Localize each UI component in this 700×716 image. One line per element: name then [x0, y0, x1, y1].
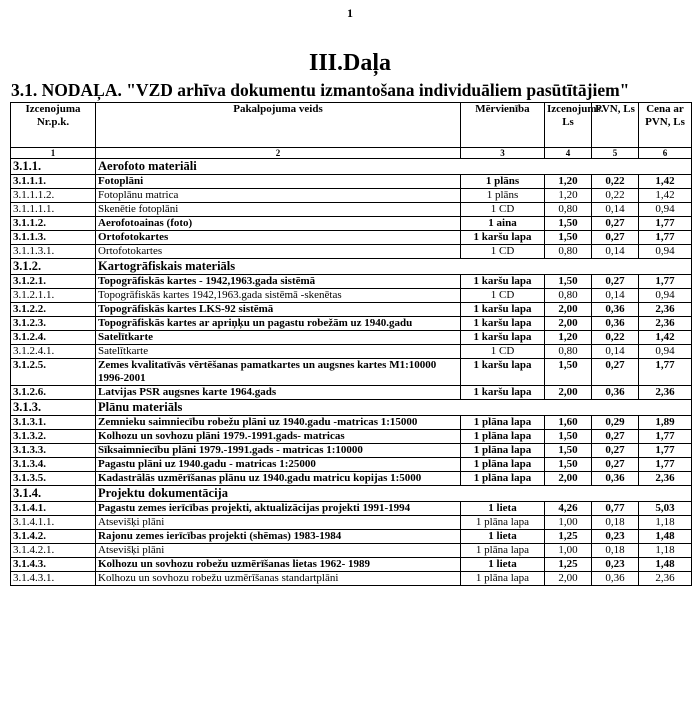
column-number: 6 [639, 148, 692, 159]
table-row [11, 331, 692, 345]
column-number: 1 [11, 148, 96, 159]
row-number: 3.1.3.1. [11, 416, 96, 430]
vat-cell: 0,27 [592, 231, 639, 245]
service-name: Atsevišķi plāni [96, 516, 461, 530]
vat-cell: 0,27 [592, 217, 639, 231]
row-number: 3.1.3. [11, 400, 96, 416]
vat-cell: 0,36 [592, 472, 639, 486]
service-name: Pagastu plāni uz 1940.gadu - matricas 1:25000 [96, 458, 461, 472]
unit-cell: 1 plāns [461, 175, 545, 189]
total-cell: 2,36 [639, 317, 692, 331]
section-row [11, 259, 692, 275]
row-number: 3.1.2.4. [11, 331, 96, 345]
section-row [11, 400, 692, 416]
header-total: Cena ar PVN, Ls [639, 103, 692, 148]
table-row [11, 502, 692, 516]
price-table [10, 102, 692, 586]
row-number: 3.1.2.2. [11, 303, 96, 317]
unit-cell: 1 plāna lapa [461, 430, 545, 444]
service-name: Zemnieku saimniecību robežu plāni uz 1940.gadu -matricas 1:15000 [96, 416, 461, 430]
row-number: 3.1.4.2.1. [11, 544, 96, 558]
table-row [11, 386, 692, 400]
total-cell: 2,36 [639, 386, 692, 400]
service-name: Pagastu zemes ierīcības projekti, aktualizācijas projekti 1991-1994 [96, 502, 461, 516]
unit-cell: 1 plāns [461, 189, 545, 203]
price-cell: 1,50 [545, 359, 592, 386]
column-number: 3 [461, 148, 545, 159]
price-cell: 2,00 [545, 386, 592, 400]
vat-cell: 0,36 [592, 303, 639, 317]
vat-cell: 0,14 [592, 245, 639, 259]
unit-cell: 1 plāna lapa [461, 444, 545, 458]
service-name: Kolhozu un sovhozu robežu uzmērīšanas standartplāni [96, 572, 461, 586]
table-body [11, 159, 692, 586]
service-name: Kolhozu un sovhozu robežu uzmērīšanas lietas 1962- 1989 [96, 558, 461, 572]
service-name: Ortofotokartes [96, 245, 461, 259]
row-number: 3.1.1.3.1. [11, 245, 96, 259]
service-name: Aerofotoainas (foto) [96, 217, 461, 231]
total-cell: 1,48 [639, 530, 692, 544]
service-name: Satelītkarte [96, 331, 461, 345]
total-cell: 1,77 [639, 217, 692, 231]
table-row [11, 458, 692, 472]
table-row [11, 430, 692, 444]
row-number: 3.1.3.4. [11, 458, 96, 472]
total-cell: 1,77 [639, 430, 692, 444]
price-cell: 0,80 [545, 245, 592, 259]
section-title: 3.1. NODAĻA. "VZD arhīva dokumentu izmantošana individuāliem pasūtītājiem" [11, 80, 630, 100]
table-row [11, 444, 692, 458]
table-row [11, 359, 692, 386]
total-cell: 2,36 [639, 303, 692, 317]
total-cell: 2,36 [639, 572, 692, 586]
header-vat: PVN, Ls [592, 103, 639, 148]
vat-cell: 0,23 [592, 558, 639, 572]
row-number: 3.1.1.1. [11, 175, 96, 189]
total-cell: 0,94 [639, 345, 692, 359]
table-row [11, 416, 692, 430]
unit-cell: 1 karšu lapa [461, 331, 545, 345]
row-number: 3.1.2.1.1. [11, 289, 96, 303]
row-number: 3.1.1.1.1. [11, 203, 96, 217]
unit-cell: 1 plāna lapa [461, 516, 545, 530]
table-row [11, 572, 692, 586]
total-cell: 1,42 [639, 331, 692, 345]
table-row [11, 516, 692, 530]
page-number: 1 [347, 6, 353, 20]
vat-cell: 0,14 [592, 289, 639, 303]
price-cell: 1,50 [545, 217, 592, 231]
service-name: Rajonu zemes ierīcības projekti (shēmas) 1983-1984 [96, 530, 461, 544]
unit-cell: 1 plāna lapa [461, 458, 545, 472]
row-number: 3.1.2.1. [11, 275, 96, 289]
vat-cell: 0,22 [592, 175, 639, 189]
table-row [11, 289, 692, 303]
unit-cell: 1 karšu lapa [461, 303, 545, 317]
row-number: 3.1.2. [11, 259, 96, 275]
header-service: Pakalpojuma veids [96, 103, 461, 148]
price-cell: 0,80 [545, 345, 592, 359]
table-row [11, 530, 692, 544]
service-name: Zemes kvalitatīvās vērtēšanas pamatkartes un augsnes kartes M1:10000 1996-2001 [96, 359, 461, 386]
service-name: Atsevišķi plāni [96, 544, 461, 558]
table-row [11, 558, 692, 572]
unit-cell: 1 lieta [461, 502, 545, 516]
section-name: Projektu dokumentācija [96, 486, 692, 502]
vat-cell: 0,36 [592, 572, 639, 586]
unit-cell: 1 plāna lapa [461, 472, 545, 486]
row-number: 3.1.4.3. [11, 558, 96, 572]
unit-cell: 1 CD [461, 203, 545, 217]
price-cell: 1,50 [545, 430, 592, 444]
row-number: 3.1.4.2. [11, 530, 96, 544]
service-name: Fotoplānu matrica [96, 189, 461, 203]
price-cell: 2,00 [545, 572, 592, 586]
price-cell: 1,60 [545, 416, 592, 430]
price-cell: 1,00 [545, 544, 592, 558]
price-cell: 1,50 [545, 275, 592, 289]
price-cell: 1,50 [545, 458, 592, 472]
table-row [11, 245, 692, 259]
vat-cell: 0,27 [592, 275, 639, 289]
header-nr: Izcenojuma Nr.p.k. [11, 103, 96, 148]
total-cell: 1,42 [639, 175, 692, 189]
table-row [11, 175, 692, 189]
service-name: Sīksaimniecību plāni 1979.-1991.gads - matricas 1:10000 [96, 444, 461, 458]
service-name: Topogrāfiskās kartes - 1942,1963.gada sistēmā [96, 275, 461, 289]
vat-cell: 0,22 [592, 189, 639, 203]
section-name: Plānu materiāls [96, 400, 692, 416]
column-number: 4 [545, 148, 592, 159]
vat-cell: 0,77 [592, 502, 639, 516]
price-cell: 4,26 [545, 502, 592, 516]
row-number: 3.1.2.3. [11, 317, 96, 331]
section-name: Kartogrāfiskais materiāls [96, 259, 692, 275]
header-price: Izcenojums. Ls [545, 103, 592, 148]
row-number: 3.1.2.4.1. [11, 345, 96, 359]
price-cell: 0,80 [545, 203, 592, 217]
row-number: 3.1.2.5. [11, 359, 96, 386]
total-cell: 1,77 [639, 231, 692, 245]
total-cell: 1,18 [639, 544, 692, 558]
row-number: 3.1.4.3.1. [11, 572, 96, 586]
column-number: 5 [592, 148, 639, 159]
total-cell: 1,77 [639, 458, 692, 472]
unit-cell: 1 karšu lapa [461, 275, 545, 289]
price-cell: 1,25 [545, 530, 592, 544]
price-cell: 1,50 [545, 444, 592, 458]
vat-cell: 0,18 [592, 516, 639, 530]
table-row [11, 303, 692, 317]
row-number: 3.1.1. [11, 159, 96, 175]
total-cell: 1,77 [639, 359, 692, 386]
service-name: Kadastrālās uzmērīšanas plānu uz 1940.gadu matricu kopijas 1:5000 [96, 472, 461, 486]
table-row [11, 472, 692, 486]
row-number: 3.1.1.3. [11, 231, 96, 245]
table-row [11, 544, 692, 558]
unit-cell: 1 karšu lapa [461, 231, 545, 245]
price-cell: 2,00 [545, 303, 592, 317]
total-cell: 0,94 [639, 289, 692, 303]
row-number: 3.1.3.3. [11, 444, 96, 458]
vat-cell: 0,14 [592, 203, 639, 217]
table-row [11, 275, 692, 289]
total-cell: 2,36 [639, 472, 692, 486]
vat-cell: 0,36 [592, 386, 639, 400]
unit-cell: 1 CD [461, 345, 545, 359]
service-name: Latvijas PSR augsnes karte 1964.gads [96, 386, 461, 400]
unit-cell: 1 plāna lapa [461, 544, 545, 558]
total-cell: 5,03 [639, 502, 692, 516]
price-cell: 1,20 [545, 189, 592, 203]
vat-cell: 0,27 [592, 444, 639, 458]
unit-cell: 1 karšu lapa [461, 359, 545, 386]
vat-cell: 0,27 [592, 359, 639, 386]
total-cell: 1,48 [639, 558, 692, 572]
section-row [11, 486, 692, 502]
price-cell: 1,50 [545, 231, 592, 245]
service-name: Topogrāfiskās kartes ar apriņķu un pagastu robežām uz 1940.gadu [96, 317, 461, 331]
service-name: Topogrāfiskās kartes 1942,1963.gada sistēmā -skenētas [96, 289, 461, 303]
row-number: 3.1.4. [11, 486, 96, 502]
vat-cell: 0,27 [592, 430, 639, 444]
total-cell: 1,89 [639, 416, 692, 430]
unit-cell: 1 karšu lapa [461, 386, 545, 400]
table-header-row [11, 103, 692, 148]
total-cell: 1,42 [639, 189, 692, 203]
price-cell: 1,00 [545, 516, 592, 530]
price-cell: 2,00 [545, 472, 592, 486]
column-number: 2 [96, 148, 461, 159]
total-cell: 1,77 [639, 444, 692, 458]
vat-cell: 0,29 [592, 416, 639, 430]
price-cell: 2,00 [545, 317, 592, 331]
row-number: 3.1.3.2. [11, 430, 96, 444]
table-row [11, 189, 692, 203]
row-number: 3.1.1.2. [11, 217, 96, 231]
vat-cell: 0,22 [592, 331, 639, 345]
vat-cell: 0,23 [592, 530, 639, 544]
unit-cell: 1 CD [461, 289, 545, 303]
table-row [11, 203, 692, 217]
total-cell: 1,18 [639, 516, 692, 530]
vat-cell: 0,36 [592, 317, 639, 331]
header-unit: Mērvienība [461, 103, 545, 148]
section-name: Aerofoto materiāli [96, 159, 692, 175]
unit-cell: 1 lieta [461, 530, 545, 544]
table-row [11, 217, 692, 231]
part-title: III.Daļa [308, 50, 392, 76]
table-row [11, 231, 692, 245]
price-cell: 1,20 [545, 331, 592, 345]
unit-cell: 1 plāna lapa [461, 572, 545, 586]
column-number-row [11, 148, 692, 159]
service-name: Topogrāfiskās kartes LKS-92 sistēmā [96, 303, 461, 317]
total-cell: 0,94 [639, 245, 692, 259]
unit-cell: 1 aina [461, 217, 545, 231]
price-cell: 1,25 [545, 558, 592, 572]
row-number: 3.1.4.1. [11, 502, 96, 516]
unit-cell: 1 karšu lapa [461, 317, 545, 331]
service-name: Kolhozu un sovhozu plāni 1979.-1991.gads- matricas [96, 430, 461, 444]
service-name: Skenētie fotoplāni [96, 203, 461, 217]
price-cell: 0,80 [545, 289, 592, 303]
total-cell: 1,77 [639, 275, 692, 289]
total-cell: 0,94 [639, 203, 692, 217]
vat-cell: 0,18 [592, 544, 639, 558]
unit-cell: 1 lieta [461, 558, 545, 572]
unit-cell: 1 CD [461, 245, 545, 259]
row-number: 3.1.2.6. [11, 386, 96, 400]
section-row [11, 159, 692, 175]
row-number: 3.1.4.1.1. [11, 516, 96, 530]
table-row [11, 317, 692, 331]
vat-cell: 0,14 [592, 345, 639, 359]
service-name: Satelītkarte [96, 345, 461, 359]
row-number: 3.1.3.5. [11, 472, 96, 486]
service-name: Fotoplāni [96, 175, 461, 189]
table-row [11, 345, 692, 359]
price-cell: 1,20 [545, 175, 592, 189]
unit-cell: 1 plāna lapa [461, 416, 545, 430]
row-number: 3.1.1.1.2. [11, 189, 96, 203]
vat-cell: 0,27 [592, 458, 639, 472]
service-name: Ortofotokartes [96, 231, 461, 245]
